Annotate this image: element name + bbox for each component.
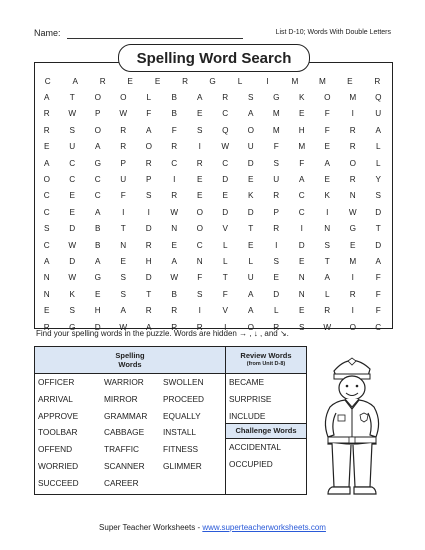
grid-letter: R	[222, 93, 229, 103]
grid-letter: G	[94, 158, 101, 168]
grid-letter: T	[69, 93, 75, 103]
grid-letter: F	[146, 109, 152, 119]
grid-letter: N	[324, 224, 331, 234]
grid-letter: R	[374, 76, 381, 86]
instructions: Find your spelling words in the puzzle. Words are hidden → , ↓ , and ↘.	[36, 329, 289, 338]
grid-row	[34, 106, 391, 122]
spelling-word: GLIMMER	[163, 460, 202, 471]
grid-letter: K	[324, 191, 330, 201]
grid-letter: L	[273, 306, 279, 316]
grid-letter: O	[349, 158, 356, 168]
grid-letter: O	[94, 125, 101, 135]
grid-letter: S	[120, 273, 126, 283]
grid-letter: Q	[375, 93, 382, 103]
grid-letter: F	[324, 125, 330, 135]
grid-letter: R	[273, 191, 280, 201]
grid-letter: E	[299, 256, 305, 266]
spelling-word: WORRIED	[38, 460, 79, 471]
grid-letter: C	[69, 175, 76, 185]
spelling-word: FITNESS	[163, 444, 199, 455]
grid-letter: S	[197, 289, 203, 299]
grid-letter: A	[197, 93, 203, 103]
grid-letter: L	[146, 93, 152, 103]
grid-letter: N	[298, 273, 305, 283]
grid-letter: R	[43, 125, 50, 135]
grid-letter: L	[237, 76, 243, 86]
spelling-word: CAREER	[104, 477, 139, 488]
grid-letter: C	[43, 191, 50, 201]
grid-letter: E	[171, 240, 177, 250]
grid-letter: D	[375, 240, 382, 250]
grid-letter: S	[299, 322, 305, 332]
footer	[0, 523, 425, 532]
grid-letter: C	[196, 240, 203, 250]
grid-letter: Y	[375, 175, 381, 185]
grid-letter: A	[44, 256, 50, 266]
grid-letter: I	[173, 175, 176, 185]
challenge-word: OCCUPIED	[229, 458, 273, 469]
grid-letter: W	[323, 322, 332, 332]
grid-letter: G	[69, 322, 76, 332]
grid-letter: N	[298, 289, 305, 299]
grid-letter: F	[375, 273, 381, 283]
grid-letter: C	[222, 158, 229, 168]
grid-letter: A	[44, 93, 50, 103]
footer-link[interactable]: www.superteacherworksheets.com	[202, 523, 326, 532]
spelling-column-2	[104, 377, 147, 495]
grid-letter: S	[44, 224, 50, 234]
challenge-words-header: Challenge Words	[226, 423, 306, 439]
grid-letter: R	[324, 306, 331, 316]
grid-letter: T	[120, 224, 126, 234]
grid-letter: L	[375, 158, 381, 168]
grid-row	[34, 188, 391, 204]
grid-letter: R	[43, 322, 50, 332]
grid-letter: O	[196, 224, 203, 234]
grid-letter: R	[349, 142, 356, 152]
grid-letter: M	[291, 76, 299, 86]
grid-letter: C	[43, 240, 50, 250]
grid-letter: E	[248, 240, 254, 250]
grid-letter: N	[171, 224, 178, 234]
grid-letter: D	[375, 207, 382, 217]
grid-letter: I	[351, 109, 354, 119]
review-words-header	[226, 347, 306, 374]
grid-letter: W	[119, 322, 128, 332]
grid-letter: I	[351, 306, 354, 316]
grid-row	[34, 221, 391, 237]
grid-letter: U	[120, 175, 127, 185]
grid-letter: N	[43, 289, 50, 299]
review-column	[229, 377, 271, 427]
grid-letter: M	[349, 93, 357, 103]
grid-letter: B	[95, 224, 101, 234]
grid-row	[34, 302, 391, 318]
grid-letter: U	[69, 142, 76, 152]
grid-letter: D	[273, 289, 280, 299]
grid-letter: D	[298, 240, 305, 250]
spelling-word: SUCCEED	[38, 477, 79, 488]
grid-row	[34, 171, 391, 187]
grid-letter: N	[196, 256, 203, 266]
grid-letter: R	[171, 191, 178, 201]
grid-letter: S	[197, 125, 203, 135]
grid-letter: R	[273, 224, 280, 234]
grid-letter: C	[222, 109, 229, 119]
grid-letter: R	[171, 322, 178, 332]
grid-letter: E	[299, 109, 305, 119]
spelling-header-line1: Spelling	[115, 351, 145, 360]
grid-letter: Q	[222, 125, 229, 135]
spelling-column-3	[163, 377, 204, 478]
police-officer-illustration	[316, 349, 386, 499]
review-header-sub: (from Unit D-8)	[246, 361, 286, 367]
grid-letter: U	[273, 175, 280, 185]
grid-row	[34, 204, 391, 220]
spelling-word: WARRIOR	[104, 377, 144, 387]
grid-letter: G	[209, 76, 216, 86]
grid-letter: S	[248, 93, 254, 103]
grid-letter: S	[69, 306, 75, 316]
name-line[interactable]	[67, 38, 243, 39]
grid-letter: R	[196, 158, 203, 168]
grid-row	[34, 139, 391, 155]
grid-letter: S	[273, 256, 279, 266]
grid-letter: E	[273, 273, 279, 283]
grid-letter: F	[120, 191, 126, 201]
grid-letter: D	[222, 207, 229, 217]
grid-letter: E	[44, 306, 50, 316]
review-header-title: Review Words	[240, 351, 292, 360]
grid-letter: T	[324, 256, 330, 266]
grid-letter: I	[326, 207, 329, 217]
grid-letter: F	[197, 273, 203, 283]
grid-letter: O	[145, 142, 152, 152]
grid-letter: R	[43, 109, 50, 119]
grid-letter: V	[222, 224, 228, 234]
grid-letter: U	[247, 273, 254, 283]
grid-letter: A	[95, 142, 101, 152]
challenge-word: ACCIDENTAL	[229, 442, 281, 452]
grid-letter: H	[94, 306, 101, 316]
grid-letter: B	[171, 93, 177, 103]
grid-letter: A	[146, 322, 152, 332]
grid-letter: E	[44, 142, 50, 152]
spelling-word: SCANNER	[104, 460, 145, 471]
grid-letter: I	[351, 273, 354, 283]
grid-letter: K	[248, 191, 254, 201]
grid-row	[34, 286, 391, 302]
grid-letter: E	[69, 207, 75, 217]
grid-letter: C	[43, 207, 50, 217]
list-label: List D-10; Words With Double Letters	[275, 29, 391, 36]
grid-letter: B	[95, 240, 101, 250]
grid-letter: S	[120, 289, 126, 299]
grid-letter: D	[94, 322, 101, 332]
grid-letter: W	[68, 273, 77, 283]
grid-letter: G	[349, 224, 356, 234]
grid-letter: M	[272, 125, 280, 135]
grid-letter: A	[95, 256, 101, 266]
grid-letter: A	[248, 109, 254, 119]
grid-row	[34, 253, 391, 269]
page-title: Spelling Word Search	[118, 44, 310, 72]
grid-letter: E	[127, 76, 133, 86]
grid-letter: E	[324, 142, 330, 152]
grid-letter: W	[221, 142, 230, 152]
grid-letter: U	[247, 142, 254, 152]
grid-letter: I	[266, 76, 269, 86]
grid-letter: R	[145, 240, 152, 250]
grid-letter: H	[298, 125, 305, 135]
word-bank	[34, 346, 307, 495]
grid-letter: A	[146, 125, 152, 135]
grid-letter: A	[375, 256, 381, 266]
grid-letter: M	[298, 142, 306, 152]
column-divider	[225, 347, 226, 494]
grid-letter: C	[298, 207, 305, 217]
grid-letter: I	[147, 207, 150, 217]
grid-letter: R	[349, 175, 356, 185]
grid-letter: G	[94, 273, 101, 283]
grid-letter: E	[69, 191, 75, 201]
spelling-word: ARRIVAL	[38, 393, 73, 404]
grid-letter: P	[146, 175, 152, 185]
grid-letter: C	[94, 175, 101, 185]
grid-letter: B	[171, 289, 177, 299]
grid-letter: N	[43, 273, 50, 283]
grid-letter: I	[198, 142, 201, 152]
grid-letter: E	[197, 175, 203, 185]
grid-letter: E	[120, 256, 126, 266]
grid-letter: N	[120, 240, 127, 250]
grid-letter: L	[324, 289, 330, 299]
grid-letter: E	[197, 109, 203, 119]
review-word: INCLUDE	[229, 410, 266, 421]
grid-letter: R	[349, 289, 356, 299]
spelling-word: CABBAGE	[104, 427, 145, 438]
grid-letter: A	[171, 256, 177, 266]
spelling-word: TOOLBAR	[38, 427, 78, 438]
grid-row	[34, 89, 391, 105]
grid-letter: H	[145, 256, 152, 266]
grid-letter: O	[43, 175, 50, 185]
grid-letter: S	[146, 191, 152, 201]
grid-letter: F	[222, 289, 228, 299]
grid-letter: E	[299, 306, 305, 316]
grid-letter: C	[171, 158, 178, 168]
grid-letter: L	[375, 142, 381, 152]
spelling-header-line2: Words	[118, 360, 142, 369]
grid-letter: O	[349, 322, 356, 332]
review-word: SURPRISE	[229, 393, 272, 404]
grid-letter: M	[349, 256, 357, 266]
spelling-word: OFFEND	[38, 444, 73, 455]
grid-letter: L	[248, 256, 254, 266]
header	[34, 28, 391, 42]
grid-letter: T	[375, 224, 381, 234]
grid-letter: W	[68, 109, 77, 119]
grid-letter: O	[324, 93, 331, 103]
grid-letter: D	[222, 175, 229, 185]
grid-letter: M	[272, 109, 280, 119]
grid-letter: R	[171, 306, 178, 316]
grid-letter: E	[154, 76, 161, 86]
grid-letter: R	[182, 76, 189, 86]
grid-letter: F	[324, 109, 330, 119]
grid-letter: C	[375, 322, 382, 332]
challenge-column	[229, 442, 281, 476]
grid-letter: D	[69, 224, 76, 234]
grid-row	[34, 73, 391, 89]
grid-letter: A	[72, 76, 78, 86]
spelling-word: EQUALLY	[163, 410, 201, 421]
grid-letter: R	[171, 142, 178, 152]
grid-letter: D	[247, 158, 254, 168]
grid-letter: F	[171, 125, 177, 135]
grid-letter: A	[299, 175, 305, 185]
grid-letter: W	[170, 273, 179, 283]
grid-letter: S	[69, 125, 75, 135]
grid-letter: W	[348, 207, 357, 217]
grid-letter: R	[120, 125, 127, 135]
grid-letter: E	[248, 175, 254, 185]
grid-letter: F	[299, 158, 305, 168]
grid-letter: F	[375, 306, 381, 316]
grid-letter: R	[99, 76, 106, 86]
spelling-word: APPROVE	[38, 410, 79, 421]
grid-letter: R	[120, 142, 127, 152]
spelling-word: TRAFFIC	[104, 444, 140, 455]
grid-letter: A	[95, 207, 101, 217]
grid-letter: S	[273, 158, 279, 168]
grid-letter: T	[222, 273, 228, 283]
spelling-word: PROCEED	[163, 393, 205, 404]
grid-letter: E	[222, 191, 228, 201]
grid-letter: E	[95, 289, 101, 299]
grid-row	[34, 122, 391, 138]
grid-letter: D	[247, 207, 254, 217]
grid-letter: R	[196, 322, 203, 332]
grid-row	[34, 270, 391, 286]
footer-prefix: Super Teacher Worksheets -	[99, 523, 203, 532]
spelling-word: INSTALL	[163, 427, 197, 438]
grid-letter: A	[120, 306, 126, 316]
grid-letter: M	[319, 76, 326, 86]
grid-letter: B	[171, 109, 177, 119]
grid-letter: R	[349, 125, 356, 135]
grid-letter: W	[68, 240, 77, 250]
grid-letter: P	[120, 158, 126, 168]
grid-letter: R	[145, 306, 152, 316]
grid-letter: G	[273, 93, 280, 103]
grid-letter: C	[94, 191, 101, 201]
grid-letter: D	[145, 224, 152, 234]
spelling-word: MIRROR	[104, 393, 138, 404]
grid-letter: I	[275, 240, 278, 250]
grid-letter: I	[198, 306, 201, 316]
name-label: Name:	[34, 28, 61, 38]
grid-letter: I	[122, 207, 125, 217]
grid-letter: W	[119, 109, 128, 119]
grid-letter: W	[170, 207, 179, 217]
grid-letter: A	[248, 289, 254, 299]
grid-row	[34, 155, 391, 171]
grid-letter: U	[375, 109, 382, 119]
grid-letter: P	[273, 207, 279, 217]
grid-letter: D	[69, 256, 76, 266]
grid-letter: A	[375, 125, 381, 135]
spelling-word: OFFICER	[38, 377, 75, 387]
grid-letter: N	[349, 191, 356, 201]
grid-letter: A	[248, 306, 254, 316]
grid-letter: T	[248, 224, 254, 234]
grid-letter: P	[95, 109, 101, 119]
spelling-column-1	[38, 377, 79, 495]
grid-letter: E	[324, 175, 330, 185]
grid-letter: O	[120, 93, 127, 103]
grid-letter: O	[196, 207, 203, 217]
grid-letter: K	[69, 289, 75, 299]
grid-letter: O	[247, 322, 254, 332]
letter-grid	[34, 73, 391, 335]
grid-row	[34, 237, 391, 253]
grid-letter: C	[44, 76, 51, 86]
spelling-word: SWOLLEN	[163, 377, 204, 387]
grid-letter: F	[375, 289, 381, 299]
grid-letter: S	[375, 191, 381, 201]
grid-letter: E	[197, 191, 203, 201]
grid-letter: A	[324, 273, 330, 283]
grid-letter: E	[347, 76, 353, 86]
spelling-word: GRAMMAR	[104, 410, 148, 421]
grid-letter: L	[222, 240, 228, 250]
grid-letter: F	[273, 142, 279, 152]
grid-letter: C	[298, 191, 305, 201]
grid-letter: C	[69, 158, 76, 168]
grid-letter: A	[324, 158, 330, 168]
grid-letter: R	[273, 322, 280, 332]
grid-letter: E	[350, 240, 356, 250]
grid-letter: I	[224, 322, 227, 332]
grid-letter: A	[44, 158, 50, 168]
spelling-words-header	[35, 347, 226, 374]
grid-letter: K	[299, 93, 305, 103]
grid-letter: R	[145, 158, 152, 168]
review-word: BECAME	[229, 377, 265, 387]
grid-letter: V	[222, 306, 228, 316]
grid-letter: S	[324, 240, 330, 250]
grid-letter: O	[247, 125, 254, 135]
grid-letter: O	[94, 93, 101, 103]
grid-letter: D	[145, 273, 152, 283]
grid-letter: I	[300, 224, 303, 234]
grid-letter: T	[146, 289, 152, 299]
grid-letter: L	[222, 256, 228, 266]
